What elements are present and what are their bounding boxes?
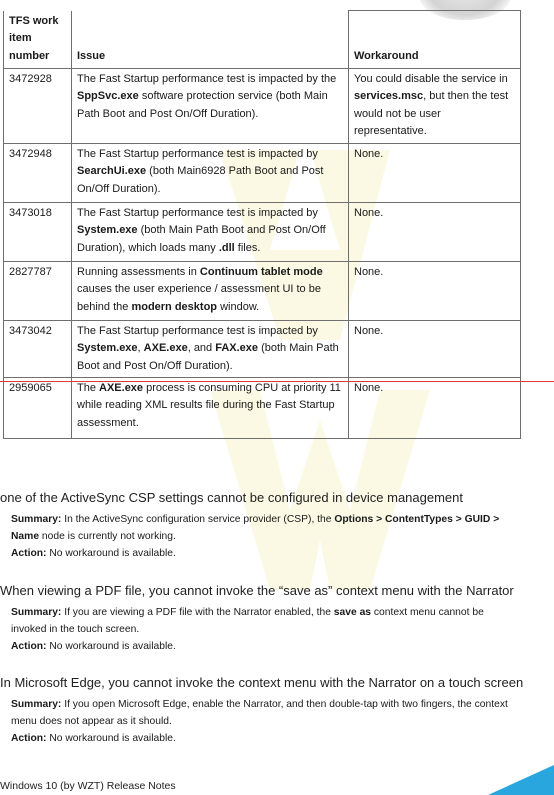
workaround-cell [349,262,521,321]
action-text: No workaround is available. [46,733,176,744]
table-row [4,321,521,378]
action-label: Action: [11,548,47,559]
bold-term: AXE.exe [99,382,144,394]
bold-term: System.exe [77,224,138,237]
header-issue: Issue [72,11,349,69]
text-run: You could disable the service in [354,73,508,85]
text-run: context menu cannot be invoked in the touch screen. [11,607,484,635]
bold-term: save as [333,607,372,618]
issue-cell [72,203,349,262]
tfs-number-cell: 3472928 [4,69,72,144]
text-run: None. [354,148,384,160]
table-row [4,203,521,262]
text-run: Running assessments in [77,266,200,278]
section-body [11,511,521,562]
text-run: (both Main Path Boot and Post On/Off Duration), which loads many [77,224,326,254]
table-row [4,69,521,144]
tfs-number-cell: 3473042 [4,321,72,378]
bold-term: AXE.exe [143,342,188,355]
tfs-number-cell: 3472948 [4,144,72,203]
bold-term: .dll [218,241,235,254]
action-line [11,545,521,562]
issue-cell [72,69,349,144]
table-row [4,262,521,321]
text-run: If you are viewing a PDF file with the Narrator enabled, the [61,607,334,618]
section-title: one of the ActiveSync CSP settings cannot be configured in device management [0,490,463,505]
issue-section-pdf-narrator [0,583,554,655]
text-run: None. [354,266,384,278]
workaround-cell [349,69,521,144]
workaround-cell [349,203,521,262]
table-row [4,378,521,439]
summary-label: Summary: [11,514,62,525]
text-run: The Fast Startup performance test is impacted by [77,148,318,160]
summary-line [11,511,521,545]
summary-text [11,514,499,542]
bold-term: modern desktop [131,300,218,313]
page-break-rule [0,381,554,382]
text-run: The [77,382,100,394]
tfs-number-cell: 2959065 [4,378,72,439]
bold-term: services.msc [354,90,424,103]
text-run: , [137,342,144,355]
text-run: None. [354,382,384,394]
section-title: When viewing a PDF file, you cannot invoke the “save as” context menu with the Narrator [0,583,514,598]
corner-accent-triangle [488,765,554,795]
bold-term: SppSvc.exe [77,90,139,103]
text-run: The Fast Startup performance test is impacted by the [77,73,337,85]
table-header-row [4,11,521,69]
workaround-cell [349,321,521,378]
text-run: The Fast Startup performance test is impacted by [77,325,318,337]
known-issues-table [3,10,521,439]
bold-term: Options > ContentTypes > GUID > Name [11,514,500,542]
tfs-number-cell: 3473018 [4,203,72,262]
text-run: , but then the test would not be user representative. [354,90,509,138]
text-run: (both Main Path Boot and Post On/Off Duration). [77,342,339,372]
action-line [11,638,521,655]
action-text: No workaround is available. [46,548,176,559]
action-label: Action: [11,641,47,652]
text-run: , and [187,342,216,355]
bold-term: FAX.exe [215,342,259,355]
bold-term: SearchUi.exe [77,165,147,178]
text-run: causes the user experience / assessment UI to be behind the [77,283,321,313]
summary-text [11,699,508,727]
section-body [11,696,521,747]
header-workaround: Workaround [349,11,521,69]
summary-line [11,696,521,730]
issue-cell [72,262,349,321]
issue-section-activesync [0,490,554,562]
tfs-number-cell: 2827787 [4,262,72,321]
section-title: In Microsoft Edge, you cannot invoke the context menu with the Narrator on a touch screen [0,675,524,690]
action-label: Action: [11,733,47,744]
text-run: None. [354,325,384,337]
action-text: No workaround is available. [46,641,176,652]
text-run: files. [234,241,261,254]
summary-label: Summary: [11,607,62,618]
bold-term: Continuum tablet mode [199,266,323,278]
header-tfs-number: TFS work item number [4,11,72,69]
bold-term: System.exe [77,342,138,355]
issue-cell [72,378,349,439]
summary-text [11,607,484,635]
page-footer: Windows 10 (by WZT) Release Notes [0,780,176,792]
text-run: In the ActiveSync configuration service provider (CSP), the [61,514,335,525]
workaround-cell [349,378,521,439]
action-line [11,730,521,747]
text-run: window. [217,300,260,313]
issue-cell [72,144,349,203]
summary-line [11,604,521,638]
text-run: software protection service (both Main Path Boot and Post On/Off Duration). [77,90,328,120]
section-body [11,604,521,655]
text-run: (both Main6928 Path Boot and Post On/Off Duration). [77,165,324,195]
text-run: node is currently not working. [39,531,176,542]
text-run: process is consuming CPU at priority 11 while reading XML results file during the Fast Startup assessment. [77,382,341,429]
text-run: If you open Microsoft Edge, enable the Narrator, and then double-tap with two fingers, the context menu does not appear as it should. [11,699,508,727]
text-run: None. [354,207,384,219]
issue-section-edge-narrator [0,675,554,747]
issue-cell [72,321,349,378]
issue-text [77,323,344,375]
workaround-cell [349,144,521,203]
summary-label: Summary: [11,699,62,710]
table-row [4,144,521,203]
text-run: The Fast Startup performance test is impacted by [77,207,318,219]
